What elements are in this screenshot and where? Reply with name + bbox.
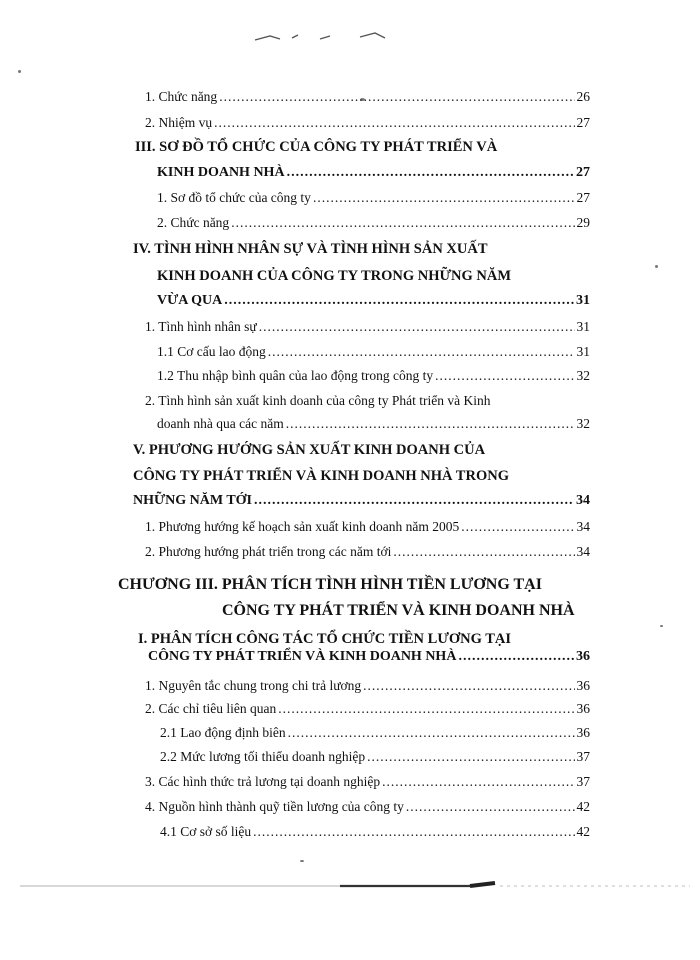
toc-entry: 1. Tình hình nhân sự ..... 31 xyxy=(145,318,590,336)
leader-dots xyxy=(363,677,574,695)
toc-line: 2. Tình hình sản xuất kinh doanh của công ty Phát triển và Kinh xyxy=(145,393,491,408)
toc-entry: NHỮNG NĂM TỚI ..... 34 xyxy=(133,492,590,510)
leader-dots xyxy=(214,114,574,132)
page-number: 34 xyxy=(576,519,590,534)
toc-entry: 1. Chức năng ..... 26 xyxy=(145,88,590,106)
section-heading: III. SƠ ĐỒ TỔ CHỨC CỦA CÔNG TY PHÁT TRIỂN VÀ xyxy=(135,139,498,155)
leader-dots xyxy=(367,748,574,766)
toc-entry: 1. Sơ đồ tổ chức của công ty ..... 27 xyxy=(157,189,590,207)
chapter-heading: CHƯƠNG III. PHÂN TÍCH TÌNH HÌNH TIỀN LƯƠNG TẠI xyxy=(118,576,542,593)
page-number: 29 xyxy=(576,215,590,230)
toc-entry: 2. Chức năng ..... 29 xyxy=(157,214,590,232)
toc-entry: 3. Các hình thức trả lương tại doanh nghiệp ..... 37 xyxy=(145,773,590,791)
page-number: 42 xyxy=(576,799,590,814)
page-number: 34 xyxy=(576,544,590,559)
page-number: 27 xyxy=(576,165,590,180)
section-heading: KINH DOANH CỦA CÔNG TY TRONG NHỮNG NĂM xyxy=(157,268,512,284)
page-number: 32 xyxy=(576,368,590,383)
leader-dots xyxy=(231,214,574,232)
leader-dots xyxy=(393,543,574,561)
toc-entry: 1.1 Cơ cấu lao động ..... 31 xyxy=(157,343,590,361)
toc-entry: 4. Nguồn hình thành quỹ tiền lương của công ty ..... 42 xyxy=(145,798,590,816)
page-number: 36 xyxy=(576,649,590,664)
toc-entry: KINH DOANH NHÀ ..... 27 xyxy=(157,164,590,182)
toc-entry: VỪA QUA ..... 31 xyxy=(157,292,590,310)
page-number: 27 xyxy=(576,190,590,205)
leader-dots xyxy=(458,648,574,666)
page-number: 31 xyxy=(576,293,590,308)
leader-dots xyxy=(286,415,575,433)
leader-dots xyxy=(288,724,575,742)
toc-entry: doanh nhà qua các năm ..... 32 xyxy=(157,415,590,433)
toc-entry: 2.1 Lao động định biên ..... 36 xyxy=(160,724,590,742)
leader-dots xyxy=(224,292,574,310)
toc-entry: CÔNG TY PHÁT TRIỂN VÀ KINH DOANH NHÀ ..... 36 xyxy=(148,648,590,666)
toc-entry: 2. Nhiệm vụ ..... 27 xyxy=(145,114,590,132)
leader-dots xyxy=(278,700,574,718)
leader-dots xyxy=(259,318,575,336)
leader-dots xyxy=(461,518,574,536)
toc-entry: 2.2 Mức lương tối thiểu doanh nghiệp ..... 37 xyxy=(160,748,590,766)
page-number: 37 xyxy=(576,749,590,764)
page-number: 34 xyxy=(576,493,590,508)
toc-entry: 2. Các chỉ tiêu liên quan ..... 36 xyxy=(145,700,590,718)
page-number: 27 xyxy=(576,115,590,130)
leader-dots xyxy=(313,189,575,207)
leader-dots xyxy=(268,343,575,361)
toc-entry: 1. Nguyên tắc chung trong chi trả lương ..... 36 xyxy=(145,677,590,695)
section-heading: IV. TÌNH HÌNH NHÂN SỰ VÀ TÌNH HÌNH SẢN XUẤT xyxy=(133,241,488,257)
toc-entry: 1. Phương hướng kế hoạch sản xuất kinh doanh năm 2005 ..... 34 xyxy=(145,518,590,536)
toc-entry: 4.1 Cơ sở số liệu ..... 42 xyxy=(160,823,590,841)
leader-dots xyxy=(435,367,574,385)
leader-dots xyxy=(253,823,574,841)
section-heading: CÔNG TY PHÁT TRIỂN VÀ KINH DOANH NHÀ TRONG xyxy=(133,468,509,484)
leader-dots xyxy=(254,492,574,510)
section-heading: I. PHÂN TÍCH CÔNG TÁC TỔ CHỨC TIỀN LƯƠNG TẠI xyxy=(138,631,512,647)
toc-entry: 1.2 Thu nhập bình quân của lao động trong công ty ..... 32 xyxy=(157,367,590,385)
page-number: 36 xyxy=(576,725,590,740)
page-number: 26 xyxy=(576,89,590,104)
page-number: 36 xyxy=(576,701,590,716)
leader-dots xyxy=(406,798,575,816)
leader-dots xyxy=(219,88,574,106)
page-number: 37 xyxy=(576,774,590,789)
page-number: 31 xyxy=(576,319,590,334)
page-number: 36 xyxy=(576,678,590,693)
chapter-heading: CÔNG TY PHÁT TRIỂN VÀ KINH DOANH NHÀ xyxy=(222,602,575,619)
toc-entry: 2. Phương hướng phát triển trong các năm tới ..... 34 xyxy=(145,543,590,561)
page-number: 32 xyxy=(576,416,590,431)
leader-dots xyxy=(382,773,574,791)
page-number: 42 xyxy=(576,824,590,839)
section-heading: V. PHƯƠNG HƯỚNG SẢN XUẤT KINH DOANH CỦA xyxy=(133,442,486,458)
leader-dots xyxy=(287,164,574,182)
page-number: 31 xyxy=(576,344,590,359)
